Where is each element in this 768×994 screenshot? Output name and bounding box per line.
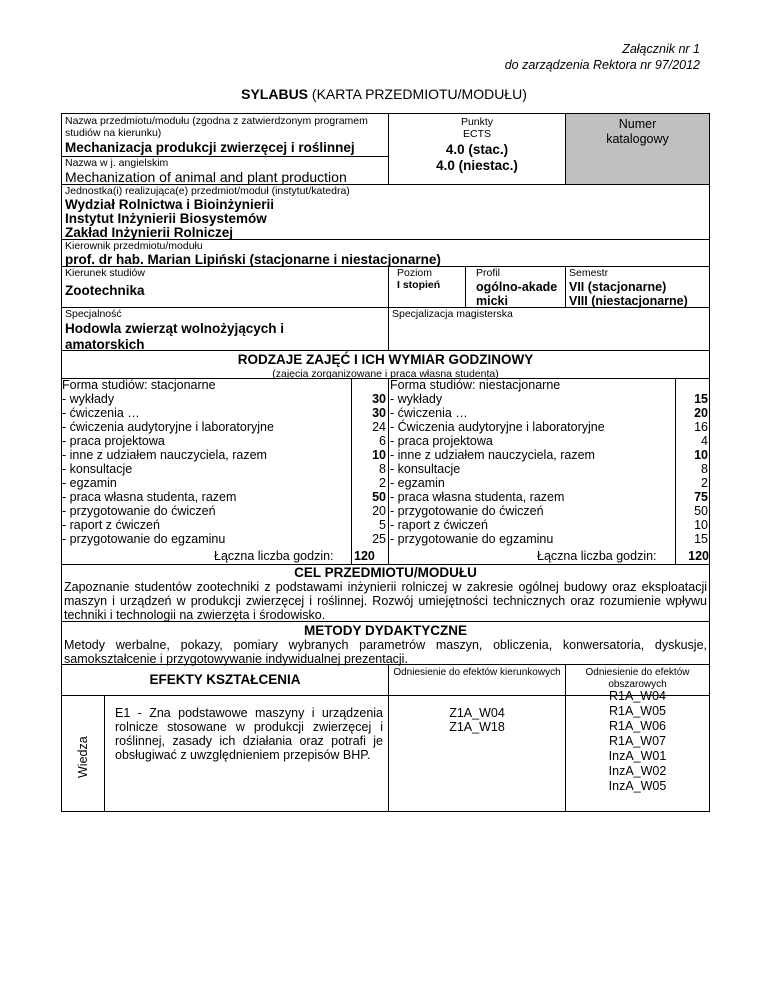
niestac-hours-row-value: 75 — [694, 490, 708, 504]
effect-e1-area-item: InzA_W05 — [608, 779, 667, 793]
goal-section — [61, 564, 710, 622]
goal-text: Zapoznanie studentów zootechniki z podstawami inżynierii rolniczej w zakresie ogólnej budowy oraz eksploatacji maszyn i urządzeń w produkcji zwierzęcej i roślinnej. Rozwój umiejętności technicznych oraz rozumienie wpływu techniki i technologii na zwierzęta i środowisko. — [64, 580, 707, 622]
effect-e1-text: E1 - Zna podstawowe maszyny i urządzenia rolnicze stosowane w produkcji zwierzęcej i roślinnej, zasady ich działania oraz potrafi je obsługiwać z uwzględnieniem przepisów BHP. — [115, 706, 383, 762]
hours-title: RODZAJE ZAJĘĆ I ICH WYMIAR GODZINOWY — [237, 352, 534, 367]
ects-stac: 4.0 (stac.) — [445, 142, 509, 157]
niestac-hours-row-value: 2 — [701, 476, 708, 490]
effect-e1-area-item: InzA_W02 — [608, 764, 667, 778]
profile-label: Profil — [476, 267, 500, 279]
niestac-hours-row-value: 8 — [701, 462, 708, 476]
level-value: I stopień — [397, 279, 441, 291]
niestac-hours-row-value: 4 — [701, 434, 708, 448]
methods-section — [61, 621, 710, 665]
effect-e1-area-list — [566, 689, 709, 794]
specialty-value: Hodowla zwierząt wolnożyjących i amatorskich — [65, 321, 285, 352]
niestac-hours-row-label: - egzamin — [390, 476, 445, 490]
niestac-hours-row-label: - przygotowanie do egzaminu — [390, 532, 554, 546]
effect-e1-area-item: R1A_W04 — [609, 689, 666, 703]
niestac-hours-row-label: - ćwiczenia … — [390, 406, 468, 420]
catalog-number-cell — [565, 113, 710, 185]
effect-e1-area-item: R1A_W05 — [609, 704, 666, 718]
effect-e1-area-cell — [565, 689, 710, 812]
ects-niestac: 4.0 (niestac.) — [436, 158, 518, 173]
niestac-hours-row-value: 16 — [694, 420, 708, 434]
level-label: Poziom — [397, 267, 433, 279]
english-name-label: Nazwa w j. angielskim — [65, 157, 169, 169]
effect-e1-dir-2: Z1A_W18 — [449, 720, 505, 734]
master-spec-label: Specjalizacja magisterska — [392, 308, 513, 320]
dir-ref-header: Odniesienie do efektów kierunkowych — [393, 667, 561, 678]
semester-niestac: VIII (niestacjonarne) — [569, 294, 688, 308]
stac-hours-row-value: 24 — [372, 420, 386, 434]
course-name: Mechanizacja produkcji zwierzęcej i roślinnej — [65, 140, 355, 155]
effect-e1-area-item: R1A_W07 — [609, 734, 666, 748]
course-name-cell — [61, 113, 389, 157]
stac-hours-row-label: - inne z udziałem nauczyciela, razem — [62, 448, 267, 462]
effect-e1-area-item: R1A_W06 — [609, 719, 666, 733]
stac-hours-row-value: 50 — [372, 490, 386, 504]
stac-hours-row-value: 5 — [379, 518, 386, 532]
dir-ref-header-cell — [388, 664, 566, 696]
effect-e1-dir-1: Z1A_W04 — [449, 706, 505, 720]
english-name-cell — [61, 156, 389, 185]
field-label: Kierunek studiów — [65, 267, 145, 279]
goal-title: CEL PRZEDMIOTU/MODUŁU — [294, 565, 477, 580]
hours-subtitle: (zajęcia zorganizowane i praca własna studenta) — [272, 368, 499, 380]
niestac-total-label: Łączna liczba godzin: — [537, 549, 657, 563]
stac-hours-row-value: 10 — [372, 448, 386, 462]
field-cell — [61, 266, 389, 308]
stac-hours-row-label: - przygotowanie do egzaminu — [62, 532, 226, 546]
unit-label: Jednostka(i) realizująca(e) przedmiot/moduł (instytut/katedra) — [65, 185, 350, 197]
niestac-hours-row-value: 50 — [694, 504, 708, 518]
level-cell — [388, 266, 466, 308]
niestac-hours-row-label: - konsultacje — [390, 462, 461, 476]
stac-hours-row-label: - egzamin — [62, 476, 117, 490]
niestac-hours-row-label: - wykłady — [390, 392, 443, 406]
effects-title: EFEKTY KSZTAŁCENIA — [149, 672, 301, 687]
stac-hours-row-value: 30 — [372, 392, 386, 406]
stac-hours-row-label: - ćwiczenia … — [62, 406, 140, 420]
niestac-hours-row-label: - inne z udziałem nauczyciela, razem — [390, 448, 595, 462]
stac-hours-row-value: 2 — [379, 476, 386, 490]
course-head: prof. dr hab. Marian Lipiński (stacjonarne i niestacjonarne) — [65, 252, 441, 267]
specialty-label: Specjalność — [65, 308, 122, 320]
stac-hours-row-label: - praca własna studenta, razem — [62, 490, 237, 504]
specialty-cell — [61, 307, 389, 351]
effect-e1-area-item: InzA_W01 — [608, 749, 667, 763]
profile-cell — [465, 266, 566, 308]
stac-hours-row-label: - wykłady — [62, 392, 115, 406]
stac-hours-row-label: - konsultacje — [62, 462, 133, 476]
course-head-cell — [61, 239, 710, 267]
stac-form-header: Forma studiów: stacjonarne — [62, 378, 216, 392]
stac-hours-row-label: - praca projektowa — [62, 434, 165, 448]
niestac-hours-row-label: - przygotowanie do ćwiczeń — [390, 504, 544, 518]
stac-total-value: 120 — [354, 549, 375, 563]
niestac-hours-row-value: 10 — [694, 518, 708, 532]
semester-stac: VII (stacjonarne) — [569, 280, 667, 294]
semester-label: Semestr — [569, 267, 609, 279]
niestac-hours-row-label: - praca projektowa — [390, 434, 493, 448]
niestac-form-header: Forma studiów: niestacjonarne — [390, 378, 561, 392]
attachment-number: Załącznik nr 1 — [622, 42, 700, 56]
niestac-hours-row-label: - praca własna studenta, razem — [390, 490, 565, 504]
niestac-hours-row-value: 15 — [694, 392, 708, 406]
stac-hours-row-value: 20 — [372, 504, 386, 518]
stac-hours-row-label: - raport z ćwiczeń — [62, 518, 160, 532]
ects-cell: Punkty ECTS 4.0 (stac.) 4.0 (niestac.) — [388, 113, 566, 185]
stac-total-label: Łączna liczba godzin: — [214, 549, 334, 563]
semester-cell — [565, 266, 710, 308]
knowledge-label: Wiedza — [76, 736, 90, 778]
stac-hours-row-label: - przygotowanie do ćwiczeń — [62, 504, 216, 518]
effect-e1-dir-cell — [388, 695, 566, 812]
unit-department: Zakład Inżynierii Rolniczej — [65, 225, 234, 240]
niestac-hours-row-label: - Ćwiczenia audytoryjne i laboratoryjne — [390, 420, 605, 434]
niestac-hours-row-value: 15 — [694, 532, 708, 546]
effect-e1-cell — [104, 695, 389, 812]
stac-hours-row-value: 8 — [379, 462, 386, 476]
stac-hours-row-value: 30 — [372, 406, 386, 420]
attachment-reference: do zarządzenia Rektora nr 97/2012 — [504, 58, 700, 72]
methods-title: METODY DYDAKTYCZNE — [303, 623, 467, 638]
methods-text: Metody werbalne, pokazy, pomiary wybranych parametrów maszyn, obliczenia, konwersatoria, dyskusje, samokształcenie i przygotowywanie indywidualnej prezentacji. — [64, 638, 707, 666]
stac-hours-row-value: 6 — [379, 434, 386, 448]
stac-hours-row-label: - ćwiczenia audytoryjne i laboratoryjne — [62, 420, 274, 434]
unit-institute: Instytut Inżynierii Biosystemów — [65, 211, 267, 226]
english-name: Mechanization of animal and plant production — [65, 169, 347, 185]
niestac-total-value: 120 — [688, 549, 709, 563]
course-name-label: Nazwa przedmiotu/modułu (zgodna z zatwierdzonym programem studiów na kierunku) — [65, 115, 368, 139]
page-title: SYLABUS (KARTA PRZEDMIOTU/MODUŁU) — [241, 86, 527, 102]
attachment-header — [505, 41, 700, 73]
course-head-label: Kierownik przedmiotu/modułu — [65, 240, 203, 252]
niestac-hours-row-label: - raport z ćwiczeń — [390, 518, 488, 532]
unit-cell — [61, 184, 710, 240]
effects-header-cell — [61, 664, 389, 696]
catalog-number-label: Numer katalogowy — [606, 117, 669, 146]
master-spec-cell — [388, 307, 710, 351]
knowledge-side-cell — [61, 695, 105, 812]
stac-hours-row-value: 25 — [372, 532, 386, 546]
field-value: Zootechnika — [65, 283, 145, 298]
niestac-hours-row-value: 10 — [694, 448, 708, 462]
unit-faculty: Wydział Rolnictwa i Bioinżynierii — [65, 197, 275, 212]
niestac-hours-row-value: 20 — [694, 406, 708, 420]
area-ref-header: Odniesienie do efektów obszarowych — [585, 667, 690, 690]
profile-value: ogólno-akademicki — [476, 280, 558, 308]
